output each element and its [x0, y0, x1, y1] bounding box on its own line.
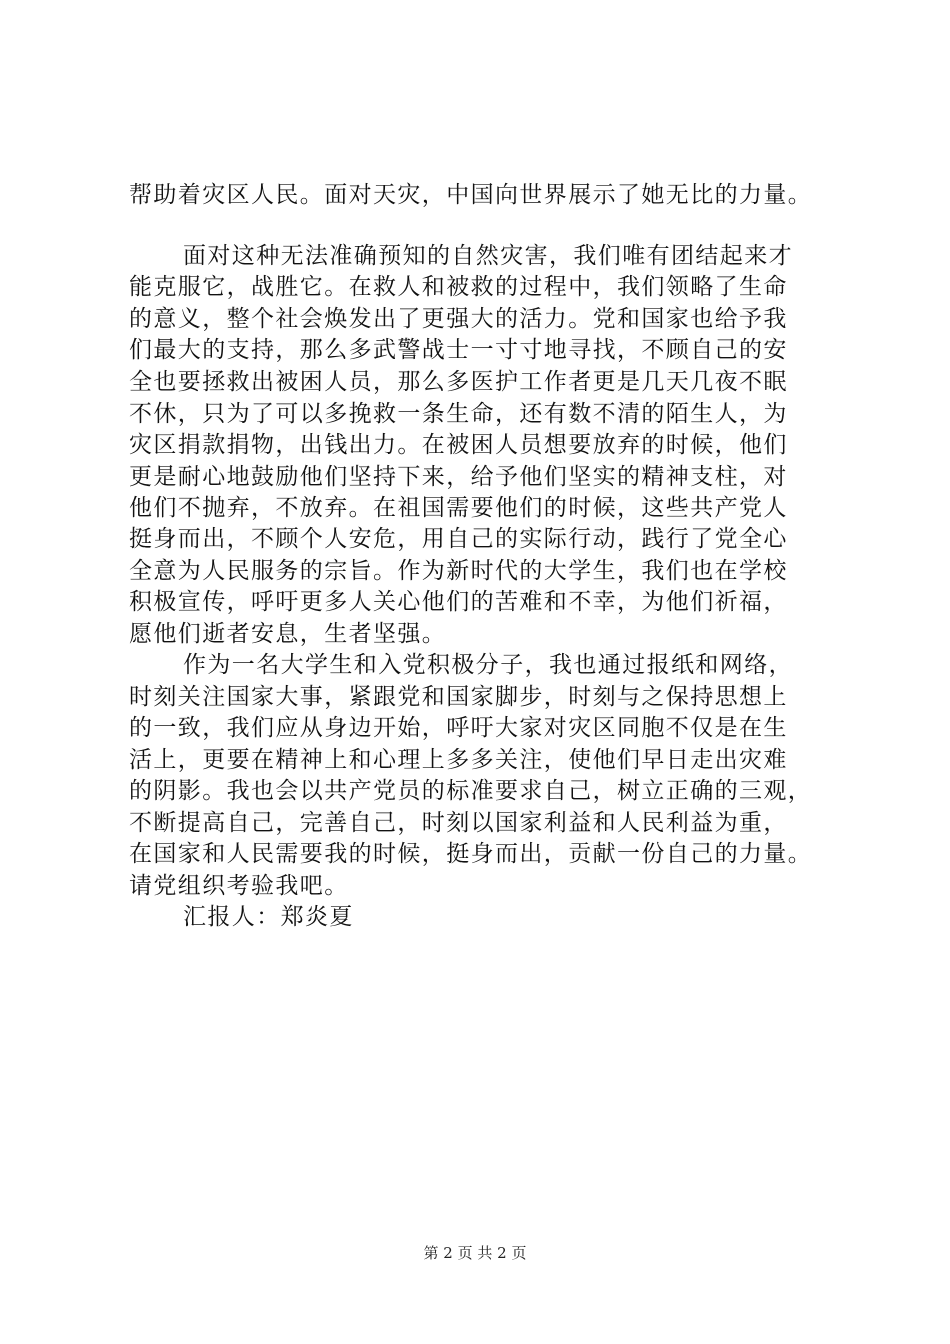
text-line: 面对这种无法准确预知的自然灾害，我们唯有团结起来才 [183, 243, 793, 269]
text-line: 的一致，我们应从身边开始，呼吁大家对灾区同胞不仅是在生 [129, 715, 788, 741]
text-line: 挺身而出，不顾个人安危，用自己的实际行动，践行了党全心 [129, 526, 788, 552]
text-line: 全也要拯救出被困人员，那么多医护工作者更是几天几夜不眠 [129, 369, 788, 395]
text-line: 更是耐心地鼓励他们坚持下来，给予他们坚实的精神支柱，对 [129, 464, 788, 490]
text-line: 积极宣传，呼吁更多人关心他们的苦难和不幸，为他们祈福， [129, 589, 788, 615]
text-line: 不休，只为了可以多挽救一条生命，还有数不清的陌生人，为 [129, 401, 788, 427]
text-line: 请党组织考验我吧。 [129, 873, 349, 899]
text-line: 在国家和人民需要我的时候，挺身而出，贡献一份自己的力量。 [129, 841, 813, 867]
text-line: 们最大的支持，那么多武警战士一寸寸地寻找，不顾自己的安 [129, 337, 788, 363]
page-number-footer: 第 2 页 共 2 页 [423, 1244, 527, 1262]
text-line: 愿他们逝者安息，生者坚强。 [129, 621, 447, 647]
signature: 汇报人：郑炎夏 [183, 904, 354, 930]
text-line: 活上，更要在精神上和心理上多多关注，使他们早日走出灾难 [129, 747, 788, 773]
text-line: 灾区捐款捐物，出钱出力。在被困人员想要放弃的时候，他们 [129, 432, 788, 458]
text-line: 时刻关注国家大事，紧跟党和国家脚步，时刻与之保持思想上 [129, 684, 788, 710]
text-line: 全意为人民服务的宗旨。作为新时代的大学生，我们也在学校 [129, 558, 788, 584]
text-line: 不断提高自己，完善自己，时刻以国家利益和人民利益为重， [129, 810, 788, 836]
text-line: 的意义，整个社会焕发出了更强大的活力。党和国家也给予我 [129, 306, 788, 332]
text-line: 他们不抛弃，不放弃。在祖国需要他们的时候，这些共产党人 [129, 495, 788, 521]
text-line: 能克服它，战胜它。在救人和被救的过程中，我们领略了生命 [129, 274, 788, 300]
text-line: 作为一名大学生和入党积极分子，我也通过报纸和网络， [183, 652, 793, 678]
text-line: 的阴影。我也会以共产党员的标准要求自己，树立正确的三观， [129, 778, 813, 804]
text-line: 帮助着灾区人民。面对天灾，中国向世界展示了她无比的力量。 [129, 182, 813, 208]
